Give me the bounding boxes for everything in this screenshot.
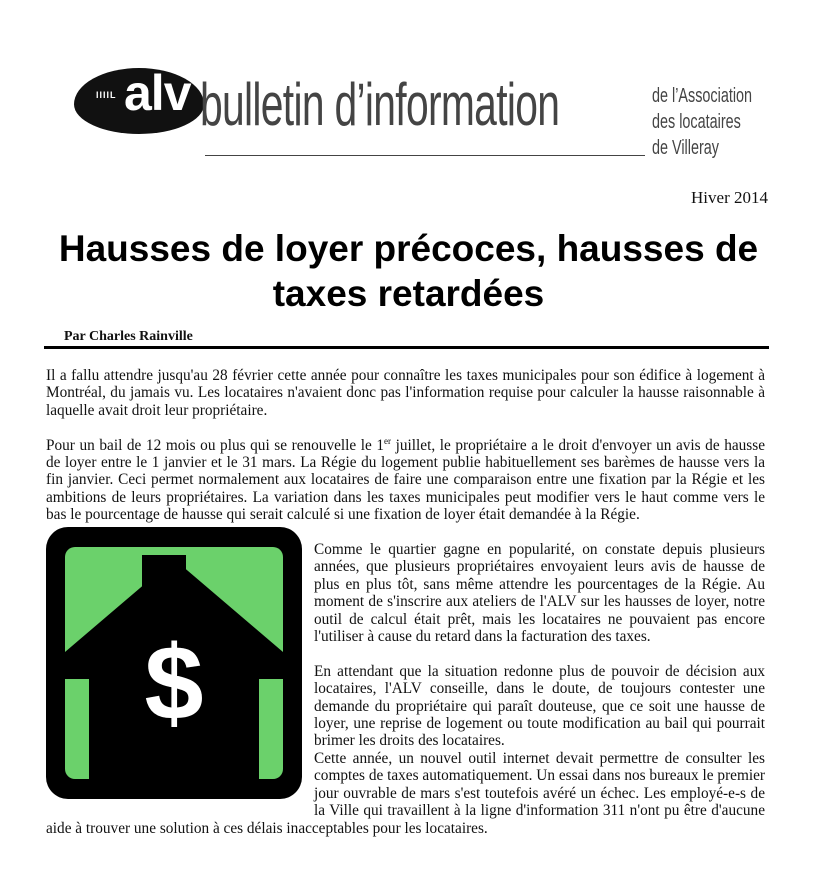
paragraph-1: Il a fallu attendre jusqu'au 28 février cette année pour connaître les taxes municipales pour son édifice à logement à Montréal, du jamais vu. Les locataires n'avaient donc pas l'information requise pour calculer la hausse raisonnable à laquelle avait droit leur propriétaire.: [46, 367, 765, 419]
ordinal-superscript: er: [384, 435, 392, 446]
masthead-rule: [205, 155, 645, 156]
byline-rule: [44, 346, 769, 349]
logo-text: alv: [124, 65, 191, 121]
dollar-symbol: $: [144, 623, 204, 742]
chimney: [142, 555, 186, 591]
house-dollar-icon: [46, 527, 302, 799]
association-line-3: de Villeray: [652, 137, 719, 159]
paragraph-5: Cette année, un nouvel outil internet devait permettre de consulter les comptes de taxes automatiquement. Un essai dans nos bureaux le premier jour ouvrable de mars s'est toutefois avéré un échec. Les employé-e-s de la Ville qui travaillent à la ligne d'information 311 n'ont pu être d'aucune aide à trouver une solution à ces délais inacceptables pour les locataires.: [46, 749, 765, 837]
article-headline: Hausses de loyer précoces, hausses de taxes retardées: [58, 228, 759, 314]
paragraph-4: En attendant que la situation redonne plus de pouvoir de décision aux locataires, l'ALV conseille, dans le doute, de toujours contester une demande du propriétaire qui paraît douteuse, que ce soit une hausse de loyer, une reprise de logement ou toute modification au bail qui pourrait brimer les droits des locataires.: [314, 662, 765, 750]
masthead: [0, 0, 817, 175]
paragraph-2-rest: juillet, le propriétaire a le droit d'envoyer un avis de hausse de loyer entre le 1 janvier et le 31 mars. La Régie du logement publie habituellement ses barèmes de hausse vers la fin janvier. Ceci permet normalement aux locataires de faire une comparaison entre une fixation par la Régie et les ambitions de leurs propriétaires. La variation dans les taxes municipales peut modifier vers le haut comme vers le bas le pourcentage de hausse qui serait calculé si une fixation de loyer était demandée à la Régie.: [46, 436, 765, 524]
article-body: [46, 367, 765, 854]
issue-season: Hiver 2014: [691, 188, 768, 207]
association-line-2: des locataires: [652, 111, 741, 133]
association-line-1: de l’Association: [652, 85, 753, 107]
logo-small-mark: IIIIL: [96, 90, 117, 100]
article-byline: Par Charles Rainville: [64, 329, 193, 344]
paragraph-3: Comme le quartier gagne en popularité, on constate depuis plusieurs années, que plusieurs propriétaires envoyaient leurs avis de hausse de plus en plus tôt, sans même attendre les pourcentages de la Régie. Au moment de s'inscrire aux ateliers de l'ALV sur les hausses de loyer, notre outil de calcul était prêt, mais les locataires ne pouvaient pas encore l'utiliser à cause du retard dans la facturation des taxes.: [314, 541, 765, 646]
association-name: [652, 83, 752, 161]
paragraph-2-start: Pour un bail de 12 mois ou plus qui se renouvelle le 1: [46, 436, 385, 454]
bulletin-title: bulletin d’information: [200, 71, 560, 138]
